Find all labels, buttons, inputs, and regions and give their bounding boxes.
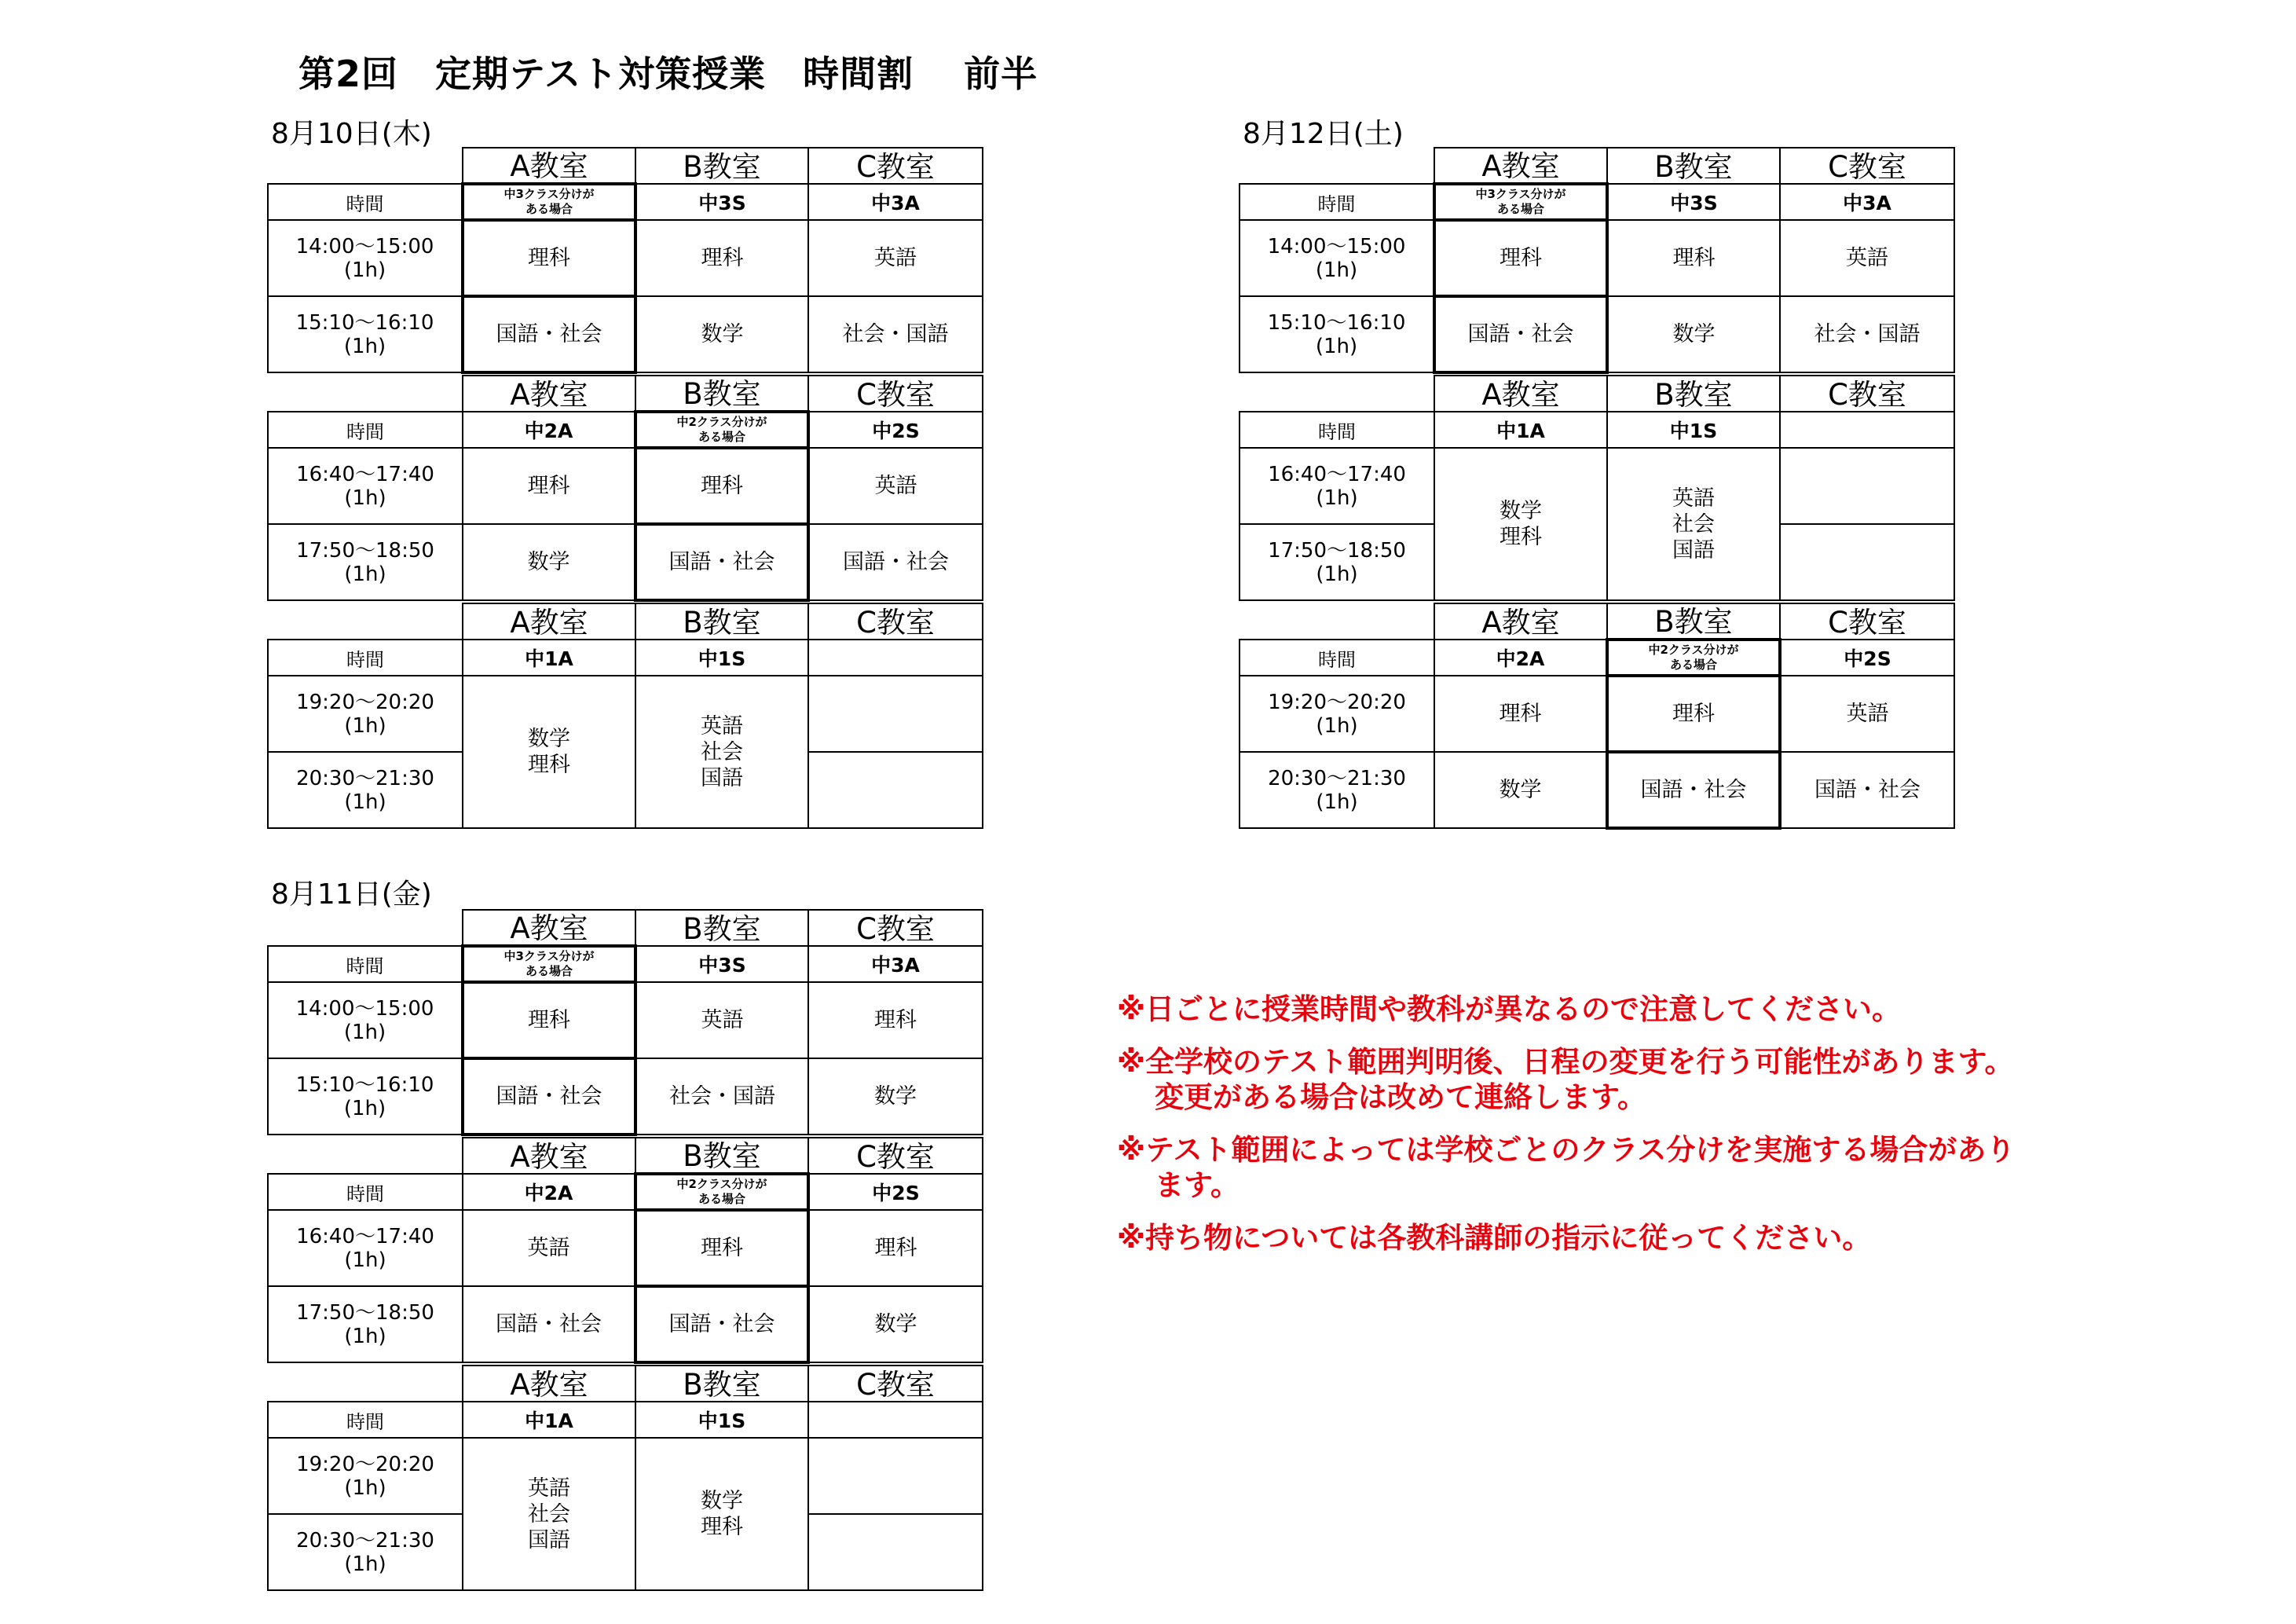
table-row [268, 524, 983, 600]
room-label: C教室 [808, 910, 983, 946]
class-group-header: 中2クラス分けが ある場合 [1607, 640, 1780, 676]
time-slot: 16:40〜17:40 (1h) [268, 448, 463, 524]
subject-cell-merged: 数学 理科 [463, 676, 635, 828]
time-column-header: 時間 [1240, 640, 1434, 676]
table-row [268, 1210, 983, 1286]
subject-cell: 理科 [463, 448, 635, 524]
subject-cell: 数学 [808, 1058, 983, 1135]
room-spacer [1240, 376, 1434, 412]
room-label: B教室 [635, 1366, 808, 1402]
room-label: C教室 [808, 148, 983, 184]
class-group-header: 中3クラス分けが ある場合 [463, 946, 635, 982]
subject-cell: 英語 [808, 220, 983, 296]
room-label: C教室 [808, 603, 983, 640]
subject-cell: 国語・社会 [463, 1286, 635, 1362]
class-group-header: 中1S [635, 1402, 808, 1438]
time-slot: 15:10〜16:10 (1h) [268, 1058, 463, 1135]
class-group-header: 中3クラス分けが ある場合 [1434, 184, 1607, 220]
subject-cell: 理科 [635, 220, 808, 296]
subject-cell: 理科 [808, 1210, 983, 1286]
time-slot: 17:50〜18:50 (1h) [1240, 524, 1434, 600]
room-spacer [268, 1366, 463, 1402]
room-label: B教室 [1607, 603, 1780, 640]
timetable-grid [267, 909, 983, 1136]
room-label: A教室 [463, 603, 635, 640]
time-slot: 19:20〜20:20 (1h) [268, 1438, 463, 1514]
class-group-header: 中1S [635, 640, 808, 676]
room-label: A教室 [463, 376, 635, 412]
subject-cell-merged: 英語 社会 国語 [1607, 448, 1780, 600]
room-label: C教室 [808, 376, 983, 412]
table-row [268, 982, 983, 1058]
subject-cell: 国語・社会 [808, 524, 983, 600]
room-label: C教室 [808, 1366, 983, 1402]
class-group-header: 中2クラス分けが ある場合 [635, 412, 808, 448]
subject-cell: 理科 [463, 982, 635, 1058]
time-slot: 20:30〜21:30 (1h) [268, 1514, 463, 1590]
room-label: B教室 [635, 910, 808, 946]
class-group-header: 中3A [1780, 184, 1954, 220]
subject-cell: 国語・社会 [1607, 752, 1780, 828]
subject-cell: 数学 [1434, 752, 1607, 828]
room-label: A教室 [463, 148, 635, 184]
table-row [268, 1438, 983, 1514]
timetable-grid [267, 1137, 983, 1364]
subject-cell: 数学 [808, 1286, 983, 1362]
time-slot: 17:50〜18:50 (1h) [268, 524, 463, 600]
timetable-aug12-block-2 [1239, 375, 1955, 601]
page-title: 第2回 定期テスト対策授業 時間割 前半 [298, 53, 1038, 95]
time-column-header: 時間 [268, 946, 463, 982]
subject-cell: 理科 [635, 1210, 808, 1286]
subject-cell: 国語・社会 [1780, 752, 1954, 828]
subject-cell: 理科 [463, 220, 635, 296]
date-heading-aug12: 8月12日(土) [1243, 118, 1404, 150]
table-row [268, 296, 983, 372]
subject-cell: 英語 [635, 982, 808, 1058]
timetable-aug11-block-3 [267, 1365, 983, 1591]
subject-cell: 理科 [1434, 676, 1607, 752]
time-column-header: 時間 [268, 640, 463, 676]
class-group-header: 中3S [1607, 184, 1780, 220]
class-group-header: 中3A [808, 946, 983, 982]
time-column-header: 時間 [268, 412, 463, 448]
class-group-header [808, 1402, 983, 1438]
note-4: ※持ち物については各教科講師の指示に従ってください。 [1117, 1221, 1872, 1255]
subject-cell: 数学 [463, 524, 635, 600]
table-row [268, 676, 983, 752]
subject-cell: 国語・社会 [635, 524, 808, 600]
timetable-grid [267, 603, 983, 829]
room-spacer [268, 376, 463, 412]
date-heading-aug11: 8月11日(金) [271, 878, 432, 911]
room-spacer [268, 910, 463, 946]
room-label: C教室 [1780, 603, 1954, 640]
room-label: C教室 [1780, 376, 1954, 412]
subject-cell: 理科 [1434, 220, 1607, 296]
table-row [1240, 752, 1954, 828]
subject-cell: 英語 [1780, 676, 1954, 752]
table-row [268, 448, 983, 524]
subject-cell-merged: 英語 社会 国語 [635, 676, 808, 828]
notes [1117, 992, 2020, 1273]
class-group-header: 中3S [635, 946, 808, 982]
subject-cell: 理科 [1607, 676, 1780, 752]
time-column-header: 時間 [1240, 412, 1434, 448]
timetable-aug10-block-3 [267, 603, 983, 829]
table-row [1240, 296, 1954, 372]
room-spacer [268, 1138, 463, 1174]
time-slot: 16:40〜17:40 (1h) [268, 1210, 463, 1286]
time-column-header: 時間 [268, 1402, 463, 1438]
note-2: ※全学校のテスト範囲判明後、日程の変更を行う可能性があります。変更がある場合は改めて連絡します。 [1117, 1045, 2014, 1114]
time-column-header: 時間 [268, 1174, 463, 1210]
room-label: B教室 [635, 1138, 808, 1174]
subject-cell: 英語 [463, 1210, 635, 1286]
table-row [268, 1058, 983, 1135]
time-slot: 14:00〜15:00 (1h) [1240, 220, 1434, 296]
class-group-header: 中3S [635, 184, 808, 220]
class-group-header: 中2A [463, 1174, 635, 1210]
class-group-header: 中2クラス分けが ある場合 [635, 1174, 808, 1210]
class-group-header: 中2A [1434, 640, 1607, 676]
note-1: ※日ごとに授業時間や教科が異なるので注意してください。 [1117, 992, 1901, 1026]
time-column-header: 時間 [268, 184, 463, 220]
room-label: B教室 [635, 376, 808, 412]
room-label: C教室 [808, 1138, 983, 1174]
timetable-grid [267, 1365, 983, 1591]
timetable-grid [267, 375, 983, 602]
empty-cell [1780, 448, 1954, 524]
time-slot: 14:00〜15:00 (1h) [268, 982, 463, 1058]
class-group-header [1780, 412, 1954, 448]
room-spacer [268, 148, 463, 184]
timetable-aug11-block-1 [267, 909, 983, 1136]
time-slot: 20:30〜21:30 (1h) [1240, 752, 1434, 828]
room-label: A教室 [1434, 376, 1607, 412]
empty-cell [808, 752, 983, 828]
room-spacer [1240, 148, 1434, 184]
time-slot: 15:10〜16:10 (1h) [268, 296, 463, 372]
class-group-header: 中2S [808, 412, 983, 448]
time-slot: 20:30〜21:30 (1h) [268, 752, 463, 828]
timetable-aug10-block-2 [267, 375, 983, 602]
class-group-header: 中1A [1434, 412, 1607, 448]
subject-cell: 社会・国語 [635, 1058, 808, 1135]
date-heading-aug10: 8月10日(木) [271, 118, 432, 150]
subject-cell: 国語・社会 [463, 296, 635, 372]
room-label: A教室 [463, 1366, 635, 1402]
room-label: B教室 [1607, 148, 1780, 184]
class-group-header: 中2A [463, 412, 635, 448]
class-group-header: 中1A [463, 640, 635, 676]
empty-cell [1780, 524, 1954, 600]
subject-cell: 数学 [1607, 296, 1780, 372]
table-row [268, 220, 983, 296]
class-group-header: 中1S [1607, 412, 1780, 448]
time-slot: 14:00〜15:00 (1h) [268, 220, 463, 296]
timetable-aug12-block-3 [1239, 603, 1955, 830]
time-slot: 15:10〜16:10 (1h) [1240, 296, 1434, 372]
subject-cell: 国語・社会 [1434, 296, 1607, 372]
subject-cell: 理科 [808, 982, 983, 1058]
subject-cell: 理科 [1607, 220, 1780, 296]
class-group-header: 中1A [463, 1402, 635, 1438]
class-group-header: 中2S [808, 1174, 983, 1210]
timetable-grid [267, 147, 983, 374]
empty-cell [808, 676, 983, 752]
subject-cell: 数学 [635, 296, 808, 372]
room-label: A教室 [463, 1138, 635, 1174]
room-spacer [1240, 603, 1434, 640]
subject-cell: 英語 [1780, 220, 1954, 296]
subject-cell-merged: 英語 社会 国語 [463, 1438, 635, 1590]
subject-cell-merged: 数学 理科 [1434, 448, 1607, 600]
room-label: B教室 [635, 148, 808, 184]
time-slot: 16:40〜17:40 (1h) [1240, 448, 1434, 524]
room-label: C教室 [1780, 148, 1954, 184]
timetable-aug12-block-1 [1239, 147, 1955, 374]
subject-cell: 国語・社会 [635, 1286, 808, 1362]
timetable-grid [1239, 603, 1955, 830]
note-3: ※テスト範囲によっては学校ごとのクラス分けを実施する場合があります。 [1117, 1133, 2016, 1202]
subject-cell-merged: 数学 理科 [635, 1438, 808, 1590]
table-row [1240, 448, 1954, 524]
room-label: B教室 [1607, 376, 1780, 412]
table-row [1240, 676, 1954, 752]
timetable-grid [1239, 147, 1955, 374]
empty-cell [808, 1514, 983, 1590]
room-label: A教室 [1434, 148, 1607, 184]
timetable-grid [1239, 375, 1955, 601]
subject-cell: 社会・国語 [1780, 296, 1954, 372]
subject-cell: 国語・社会 [463, 1058, 635, 1135]
class-group-header: 中3クラス分けが ある場合 [463, 184, 635, 220]
table-row [268, 1286, 983, 1362]
time-slot: 17:50〜18:50 (1h) [268, 1286, 463, 1362]
room-spacer [268, 603, 463, 640]
subject-cell: 理科 [635, 448, 808, 524]
timetable-aug11-block-2 [267, 1137, 983, 1364]
class-group-header: 中2S [1780, 640, 1954, 676]
class-group-header: 中3A [808, 184, 983, 220]
subject-cell: 英語 [808, 448, 983, 524]
timetable-aug10-block-1 [267, 147, 983, 374]
subject-cell: 社会・国語 [808, 296, 983, 372]
room-label: A教室 [463, 910, 635, 946]
room-label: B教室 [635, 603, 808, 640]
empty-cell [808, 1438, 983, 1514]
room-label: A教室 [1434, 603, 1607, 640]
table-row [1240, 220, 1954, 296]
time-slot: 19:20〜20:20 (1h) [1240, 676, 1434, 752]
time-column-header: 時間 [1240, 184, 1434, 220]
class-group-header [808, 640, 983, 676]
time-slot: 19:20〜20:20 (1h) [268, 676, 463, 752]
